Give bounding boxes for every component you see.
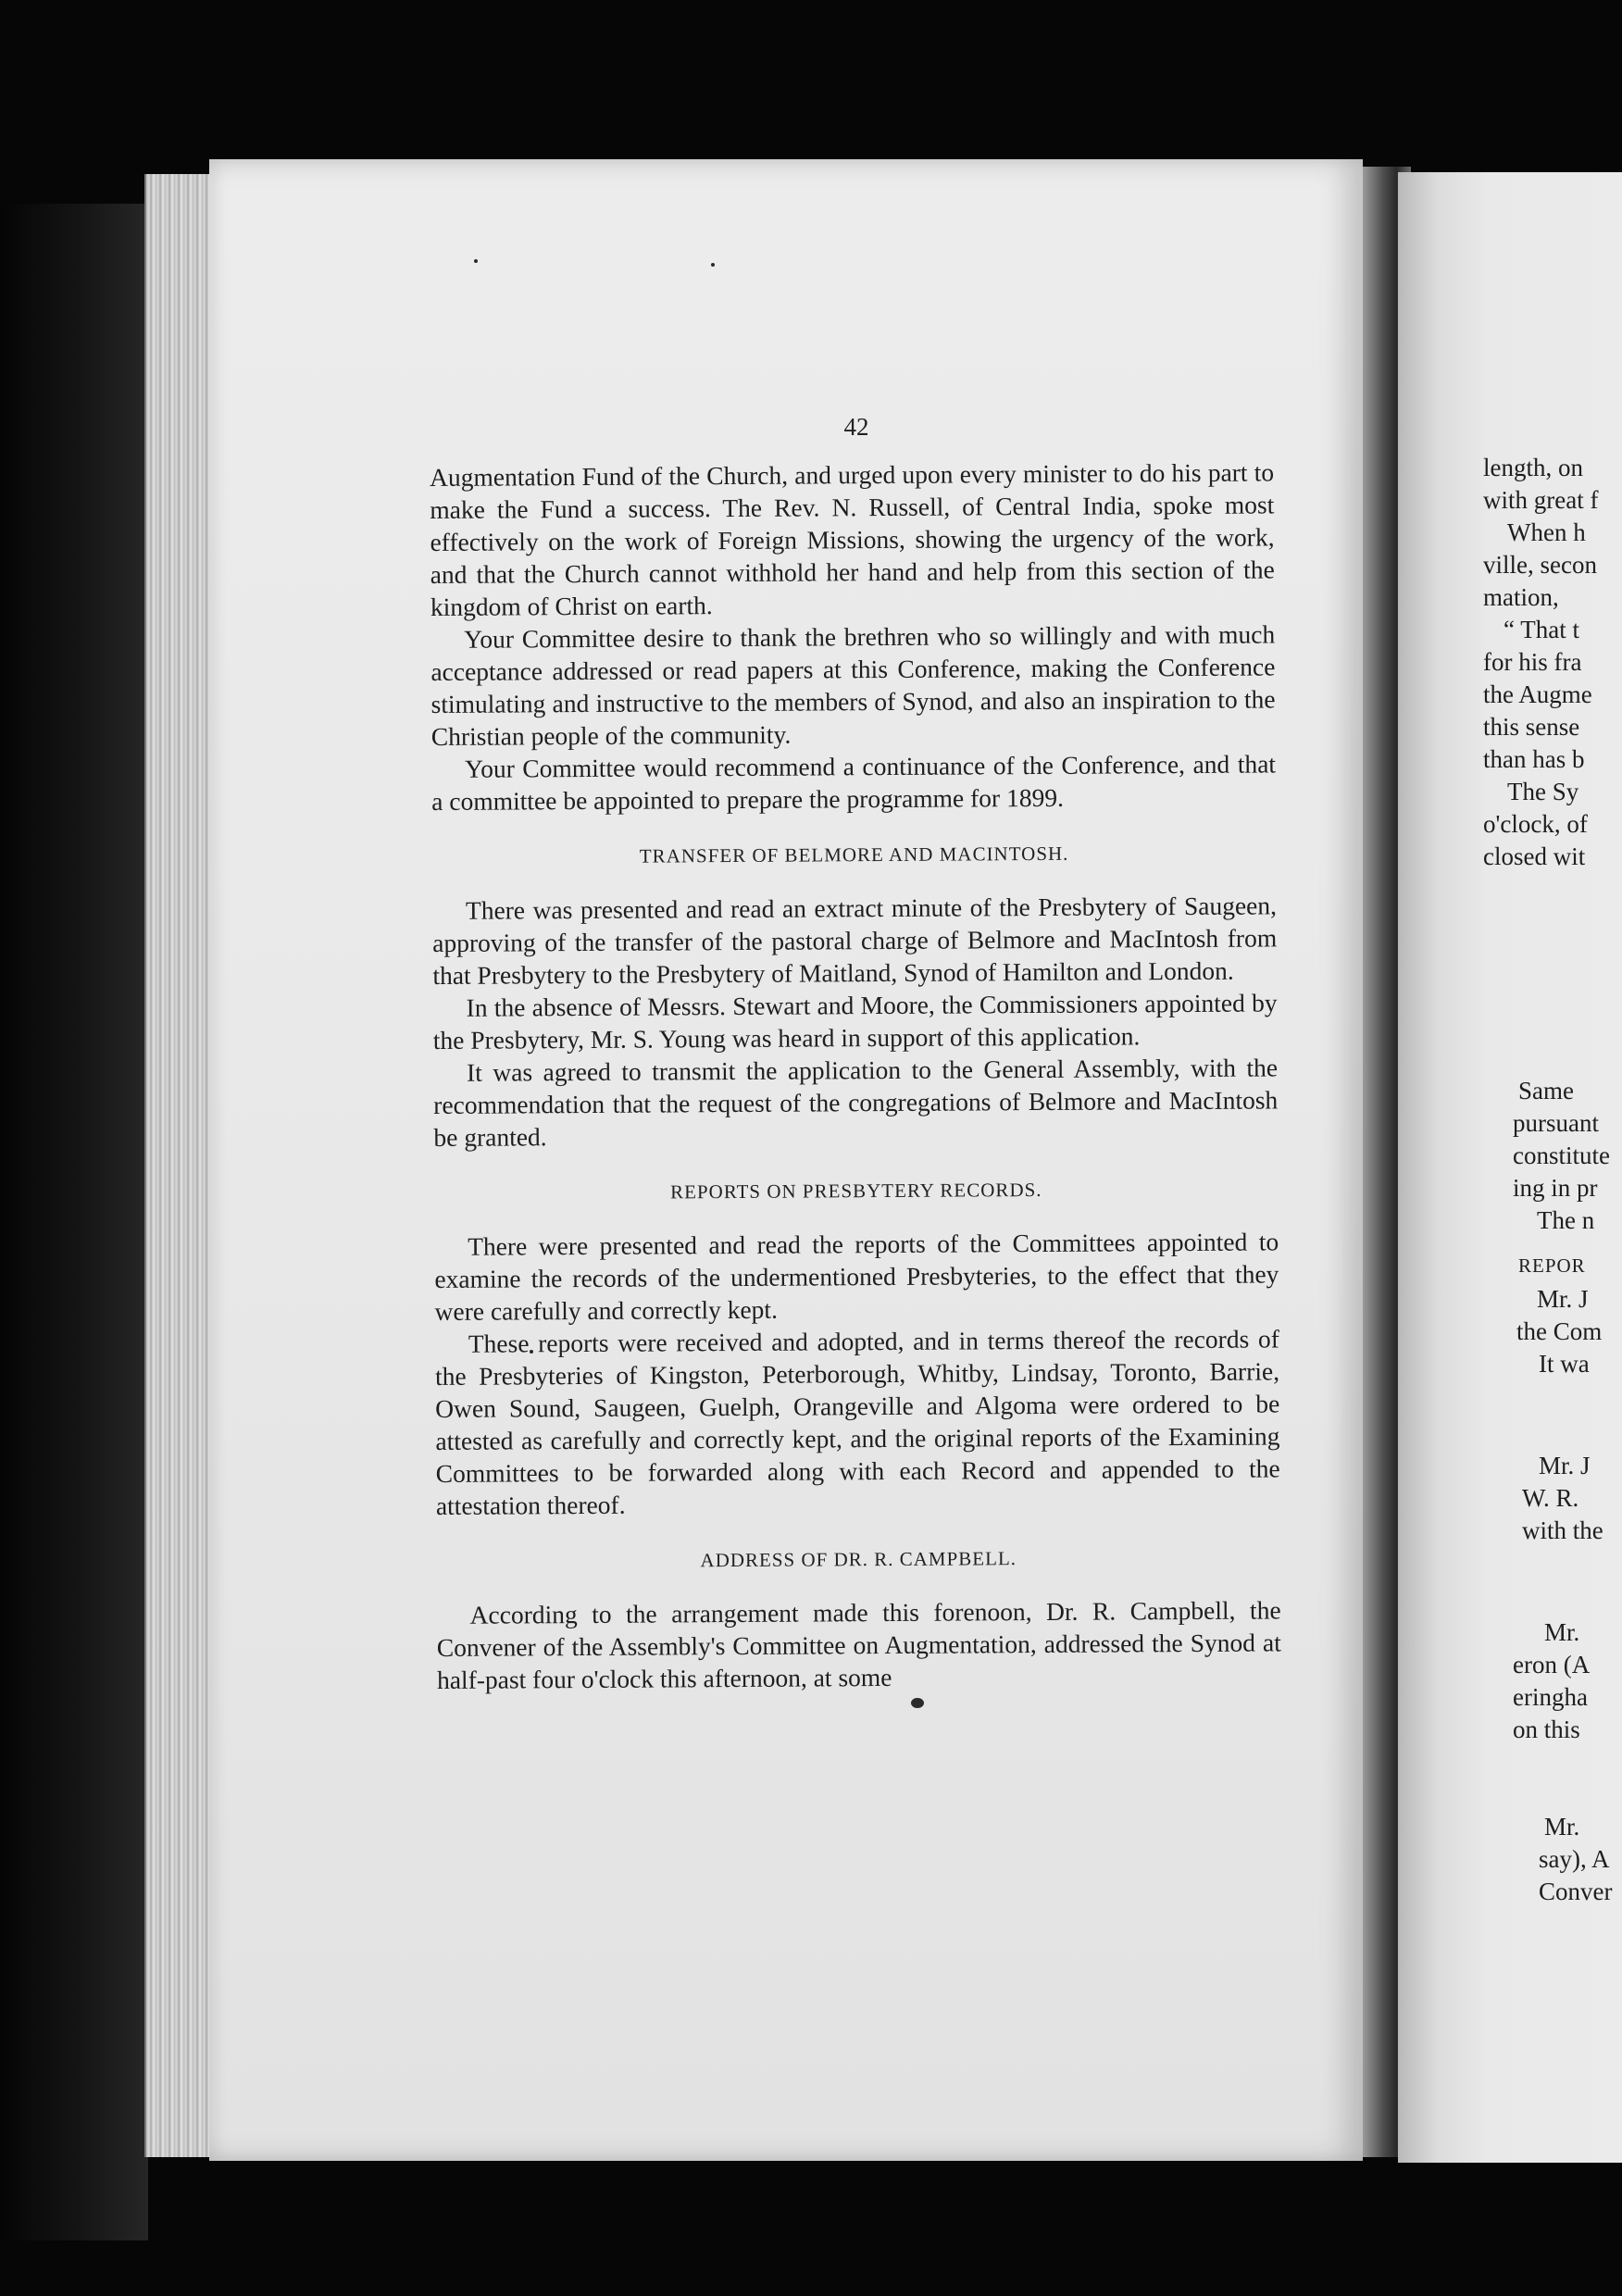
right-line: mation, [1483, 583, 1559, 611]
paragraph: Your Committee would recommend a continuance of the Conference, and that a committee be appointed to prepare the programme for 1899. [431, 749, 1277, 816]
right-line: o'clock, of [1483, 810, 1588, 838]
right-heading: REPOR [1518, 1254, 1586, 1277]
paragraph: These reports were received and adopted, and in terms thereof the records of the Presbyteries of Kingston, Peterborough, Whitby, Lindsay, Toronto, Barrie, Owen Sound, Saugeen, Guelph, Orangeville and Algoma were ordered to be attested as carefully and correctly kept, and the original reports of the Examining Committees to be forwarded along with each Record and appended to the attestation thereof. [434, 1324, 1280, 1520]
right-line: Mr. J [1537, 1285, 1589, 1313]
paragraph: According to the arrangement made this forenoon, Dr. R. Campbell, the Convener of the Assembly's Committee on Augmentation, addressed the Synod at half-past four o'clock this afternoon, at some [436, 1595, 1281, 1694]
right-line: with the [1522, 1516, 1603, 1544]
right-line: It wa [1539, 1350, 1590, 1378]
right-line: for his fra [1483, 648, 1582, 676]
left-shadow [0, 204, 148, 2240]
speck [711, 263, 715, 267]
paragraph: In the absence of Messrs. Stewart and Moore, the Commissioners appointed by the Presbytery, Mr. S. Young was heard in support of this application. [432, 988, 1278, 1054]
right-line: closed wit [1483, 842, 1586, 870]
speck [474, 259, 478, 263]
right-line: The Sy [1507, 778, 1579, 805]
right-line: When h [1507, 518, 1586, 546]
right-line: W. R. [1522, 1484, 1579, 1512]
paragraph: Augmentation Fund of the Church, and urged upon every minister to do his part to make the Fund a success. The Rev. N. Russell, of Central India, spoke most effectively on the work of Foreign Missions, showing the urgency of the work, and that the Church cannot withhold her hand and help from this section of the kingdom of Christ on earth. [430, 457, 1275, 621]
right-line: constitute [1513, 1142, 1610, 1169]
right-line: with great f [1483, 486, 1599, 514]
right-line: Conver [1539, 1878, 1613, 1905]
right-line: eringha [1513, 1683, 1588, 1711]
right-line: Mr. J [1539, 1452, 1591, 1479]
section-heading: ADDRESS OF DR. R. CAMPBELL. [700, 1547, 1017, 1572]
right-line: The n [1537, 1206, 1595, 1234]
right-line: pursuant [1513, 1109, 1599, 1137]
right-line: length, on [1483, 454, 1583, 481]
right-page [1398, 172, 1622, 2163]
paragraph: There were presented and read the reports of the Committees appointed to examine the records of the undermentioned Presbyteries, to the effect that they were carefully and correctly kept. [434, 1227, 1279, 1326]
section-heading: REPORTS ON PRESBYTERY RECORDS. [670, 1178, 1042, 1204]
right-line: this sense [1483, 713, 1580, 741]
paragraph: It was agreed to transmit the application to the General Assembly, with the recommendation that the request of the congregations of Belmore and MacIntosh be granted. [433, 1053, 1279, 1152]
paragraph: Your Committee desire to thank the brethren who so willingly and with much acceptance addressed or read papers at this Conference, making the Conference stimulating and instructive to the members of Synod, and also an inspiration to the Christian people of the community. [430, 619, 1276, 751]
right-line: “ That t [1503, 616, 1579, 643]
right-line: Mr. [1544, 1813, 1580, 1841]
paragraph: There was presented and read an extract minute of the Presbytery of Saugeen, approving of the transfer of the pastoral charge of Belmore and MacIntosh from that Presbytery to the Presbytery of Maitland, Synod of Hamilton and London. [432, 891, 1278, 990]
page-number: 42 [843, 413, 869, 441]
right-line: ville, secon [1483, 551, 1597, 579]
page-edges [144, 174, 213, 2157]
section-heading: TRANSFER OF BELMORE AND MACINTOSH. [639, 842, 1069, 867]
right-line: say), A [1539, 1845, 1610, 1873]
right-line: than has b [1483, 745, 1585, 773]
body-text [430, 455, 1281, 1696]
right-line: ing in pr [1513, 1174, 1598, 1202]
right-line: eron (A [1513, 1651, 1591, 1678]
ink-blot [911, 1698, 924, 1708]
right-line: on this [1513, 1716, 1580, 1743]
right-line: the Augme [1483, 680, 1592, 708]
right-line: the Com [1516, 1317, 1603, 1345]
right-line: Same [1518, 1077, 1574, 1104]
right-line: Mr. [1544, 1618, 1580, 1646]
